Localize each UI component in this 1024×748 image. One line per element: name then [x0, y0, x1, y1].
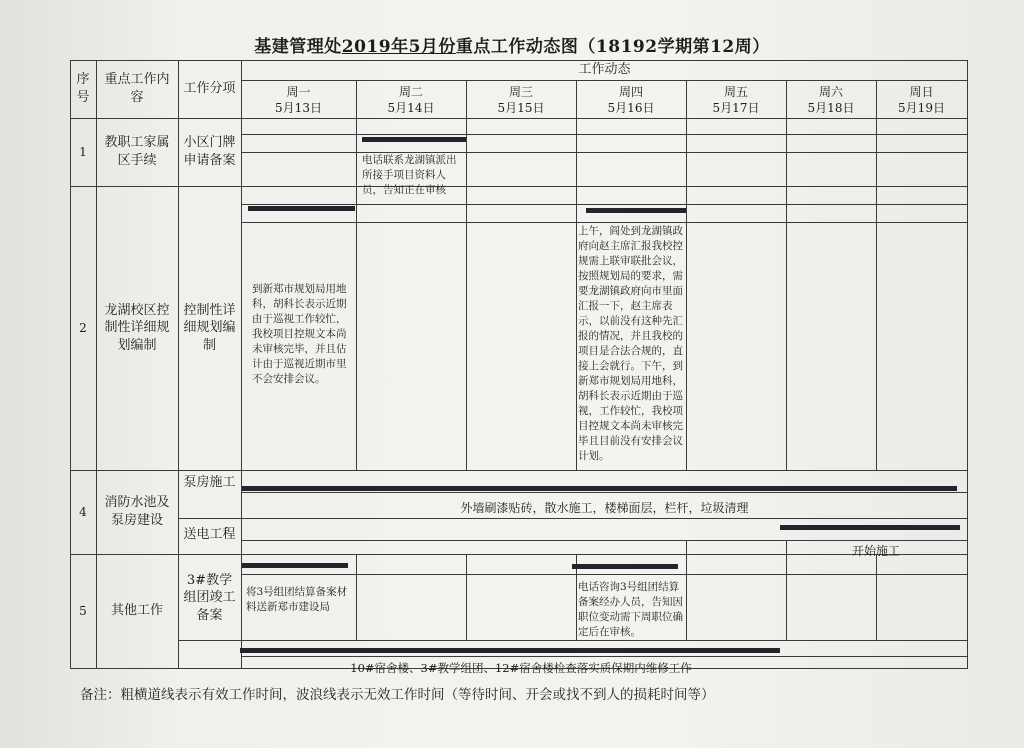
row5-note-bottom: 10#宿舍楼、3#教学组团、12#宿舍楼检查落实质保期内维修工作 [350, 661, 692, 675]
row2-number: 2 [79, 320, 87, 335]
effective-work-bar [242, 486, 957, 491]
row1-task: 教职工家属区手续 [104, 135, 170, 168]
row5-number: 5 [79, 603, 87, 618]
row1-number: 1 [79, 144, 87, 159]
row2-task: 龙湖校区控制性详细规划编制 [104, 302, 170, 353]
day-header-fri: 周五 5月17日 [712, 84, 760, 115]
day-header-sat: 周六 5月18日 [807, 84, 855, 115]
day-header-thu: 周四 5月16日 [607, 84, 655, 115]
header-task: 重点工作内容 [104, 72, 170, 105]
row5-task: 其他工作 [110, 603, 163, 619]
row4-number: 4 [79, 504, 87, 519]
row4-subitem-power: 送电工程 [183, 527, 236, 543]
row4-task: 消防水池及泵房建设 [104, 495, 170, 528]
row5-note-mon: 将3号组团结算备案材料送新郑市建设局 [246, 586, 348, 613]
row1-note-tue: 电话联系龙湖镇派出所接手项目资料人员，告知正在审核 [362, 154, 457, 196]
header-subitem: 工作分项 [183, 81, 236, 97]
effective-work-bar [248, 206, 355, 211]
row5-subitem: 3#教学组团竣工备案 [183, 572, 236, 623]
effective-work-bar [242, 563, 348, 568]
row1-subitem: 小区门牌申请备案 [183, 135, 236, 168]
day-header-sun: 周日 5月19日 [898, 84, 945, 115]
effective-work-bar [586, 208, 686, 213]
row2-subitem: 控制性详细规划编制 [183, 302, 236, 353]
row2-note-thu: 上午，阎处到龙湖镇政府向赵主席汇报我校控规需上联审联批会议，按照规划局的要求，需要龙湖镇政府向市里面汇报一下，赵主席表示，以前没有这种先汇报的情况，并且我校的项目是合法合规的，直接上会就行。下午，到新郑市规划局用地科，胡科长表示近期由于巡视，工作较忙，我校项目控规文本尚未审核完毕且目前没有安排会议计划。 [578, 225, 683, 462]
footnote: 备注：粗横道线表示有效工作时间，波浪线表示无效工作时间（等待时间、开会或找不到人的损耗时间等） [80, 687, 715, 703]
effective-work-bar [362, 137, 466, 142]
header-seq: 序号 [76, 72, 90, 105]
effective-work-bar [240, 648, 780, 653]
row4-note-power: 开始施工 [851, 544, 900, 558]
row4-note-pump: 外墙刷漆贴砖，散水施工，楼梯面层，栏杆，垃圾清理 [460, 501, 749, 515]
header-dynamics: 工作动态 [578, 62, 631, 78]
row5-note-thu: 电话咨询3号组团结算备案经办人员，告知因职位变动需下周职位确定后在审核。 [578, 581, 683, 638]
day-header-tue: 周二 5月14日 [387, 84, 435, 115]
day-header-mon: 周一 5月13日 [275, 84, 322, 115]
day-header-wed: 周三 5月15日 [497, 84, 545, 115]
page-title: 基建管理处2019年5月份重点工作动态图（18192学期第12周） [254, 37, 770, 57]
effective-work-bar [572, 564, 678, 569]
row4-subitem-pump: 泵房施工 [183, 475, 236, 491]
row2-note-mon: 到新郑市规划局用地科，胡科长表示近期由于巡视工作较忙，我校项目控规文本尚未审核完毕，并且估计由于巡视近期市里不会安排会议。 [252, 283, 347, 385]
effective-work-bar [780, 525, 960, 530]
